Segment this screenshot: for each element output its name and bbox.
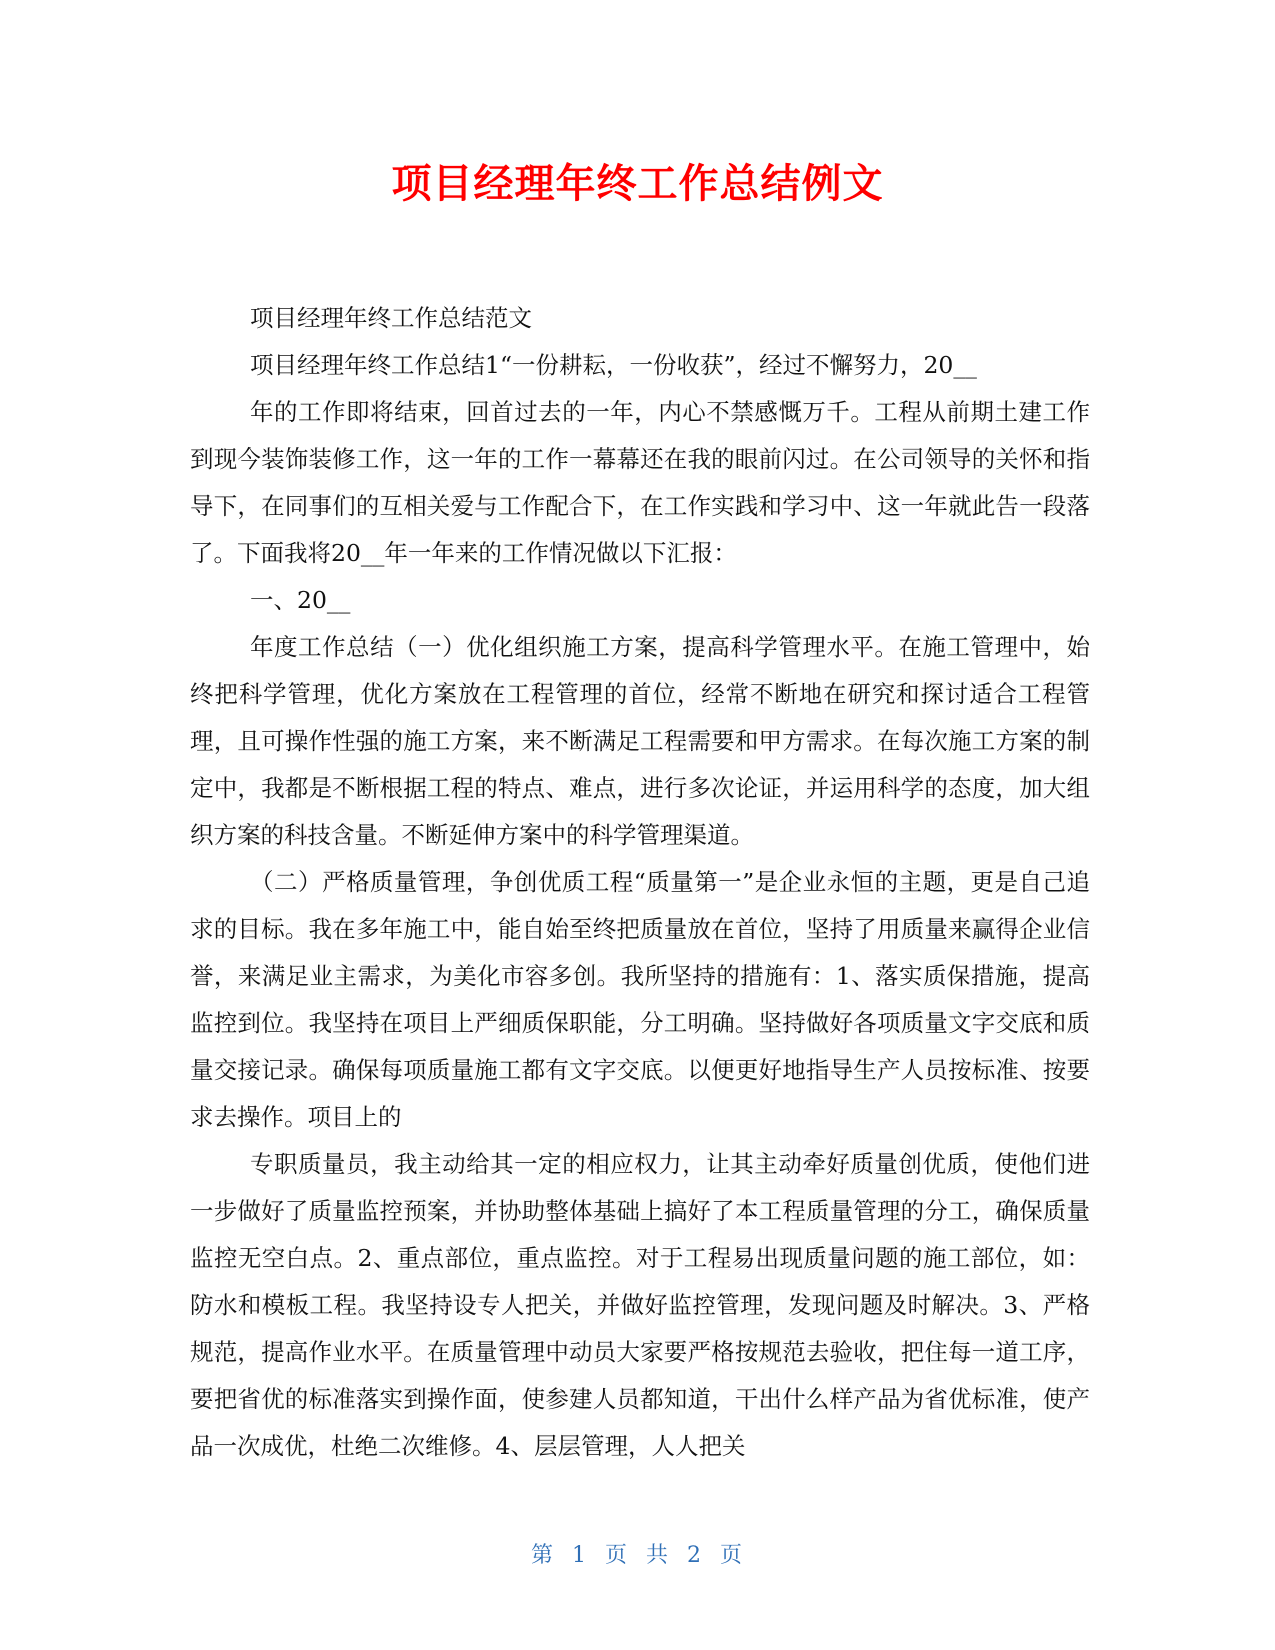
paragraph: 年的工作即将结束，回首过去的一年，内心不禁感慨万千。工程从前期土建工作到现今装饰装修工作，这一年的工作一幕幕还在我的眼前闪过。在公司领导的关怀和指导下，在同事们的互相关爱与工作配合下，在工作实践和学习中、这一年就此告一段落了。下面我将20__年一年来的工作情况做以下汇报：	[190, 398, 1090, 567]
page-number: 第 1 页 共 2 页	[531, 1543, 744, 1568]
document-title: 项目经理年终工作总结例文	[391, 161, 884, 207]
paragraph: 年度工作总结（一）优化组织施工方案，提高科学管理水平。在施工管理中，始终把科学管理，优化方案放在工程管理的首位，经常不断地在研究和探讨适合工程管理，且可操作性强的施工方案，来不断满足工程需要和甲方需求。在每次施工方案的制定中，我都是不断根据工程的特点、难点，进行多次论证，并运用科学的态度，加大组织方案的科技含量。不断延伸方案中的科学管理渠道。	[190, 633, 1090, 849]
paragraph: 专职质量员，我主动给其一定的相应权力，让其主动牵好质量创优质，使他们进一步做好了质量监控预案，并协助整体基础上搞好了本工程质量管理的分工，确保质量监控无空白点。2、重点部位，重点监控。对于工程易出现质量问题的施工部位，如：防水和模板工程。我坚持设专人把关，并做好监控管理，发现问题及时解决。3、严格规范，提高作业水平。在质量管理中动员大家要严格按规范去验收，把住每一道工序，要把省优的标准落实到操作面，使参建人员都知道，干出什么样产品为省优标准，使产品一次成优，杜绝二次维修。4、层层管理，人人把关	[190, 1150, 1090, 1460]
paragraph: （二）严格质量管理，争创优质工程“质量第一”是企业永恒的主题，更是自己追求的目标。我在多年施工中，能自始至终把质量放在首位，坚持了用质量来赢得企业信誉，来满足业主需求，为美化市容多创。我所坚持的措施有：1、落实质保措施，提高监控到位。我坚持在项目上严细质保职能，分工明确。坚持做好各项质量文字交底和质量交接记录。确保每项质量施工都有文字交底。以便更好地指导生产人员按标准、按要求去操作。项目上的	[190, 868, 1090, 1131]
paragraph: 一、20__	[250, 586, 351, 614]
document-body	[190, 295, 1090, 1470]
paragraph: 项目经理年终工作总结范文	[250, 304, 532, 332]
paragraph: 项目经理年终工作总结1“一份耕耘，一份收获”，经过不懈努力，20__	[250, 351, 977, 379]
